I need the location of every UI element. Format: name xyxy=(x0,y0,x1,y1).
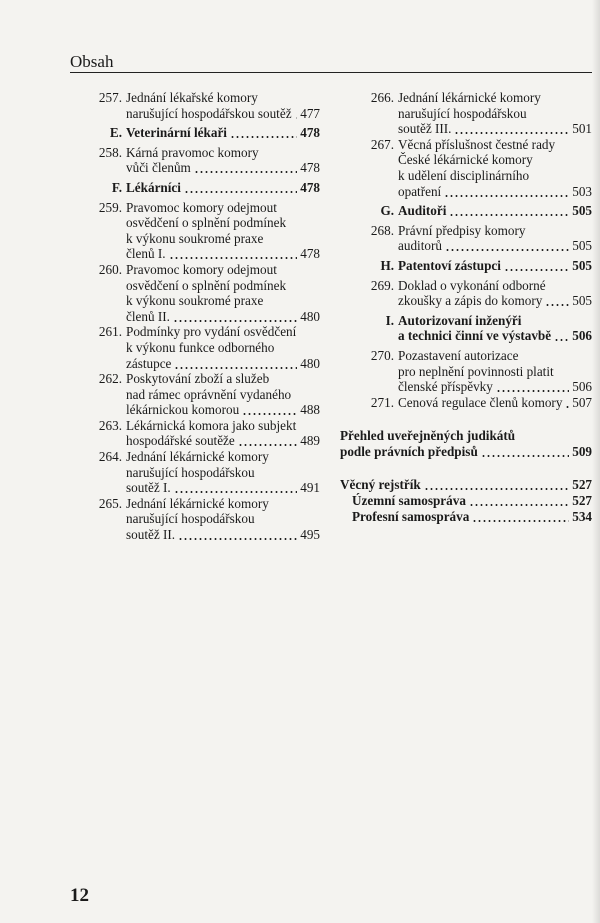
toc-entry-body xyxy=(126,324,320,371)
toc-entry xyxy=(68,418,320,449)
dot-leader xyxy=(496,379,569,395)
toc-entry-text: vůči členům xyxy=(126,160,191,176)
toc-overview-line: Přehled uveřejněných judikátů xyxy=(340,428,516,444)
toc-entry-number: I. xyxy=(385,312,394,328)
toc-entry-number: 270. xyxy=(370,347,394,363)
toc-entry-last-line xyxy=(398,293,592,309)
toc-entry-number: 260. xyxy=(98,261,122,277)
toc-page: 507 xyxy=(572,394,592,410)
toc-entry-text: pro neplnění povinnosti platit xyxy=(398,363,554,379)
toc-entry-text: Pravomoc komory odejmout xyxy=(126,261,277,277)
toc-index-sub xyxy=(340,493,592,509)
toc-entry-text: členské příspěvky xyxy=(398,379,493,395)
toc-entry-body xyxy=(398,90,592,137)
toc-entry xyxy=(68,496,320,543)
toc-entry-text: soutěž I. xyxy=(126,480,171,496)
toc-entry-last-line xyxy=(126,356,320,372)
toc-entry-text: a technici činní ve výstavbě xyxy=(398,328,552,344)
toc-entry xyxy=(68,371,320,418)
toc-entry-last-line xyxy=(398,328,592,344)
toc-entry-text: Doklad o vykonání odborné xyxy=(398,277,546,293)
dot-leader xyxy=(169,246,298,262)
toc-entry-text: hospodářské soutěže xyxy=(126,433,235,449)
toc-entry-body xyxy=(398,278,592,309)
toc-entry-text: Lékárnická komora jako subjekt xyxy=(126,417,297,433)
toc-page: 527 xyxy=(572,477,592,493)
toc-entry-number: 264. xyxy=(98,449,122,465)
dot-leader xyxy=(472,509,569,525)
toc-section-heading xyxy=(340,258,592,274)
toc-page: 506 xyxy=(572,379,592,395)
toc-entry-text: soutěž II. xyxy=(126,527,176,543)
dot-leader xyxy=(173,309,297,325)
toc-page: 505 xyxy=(572,257,592,273)
dot-leader xyxy=(481,444,569,460)
toc-right-column xyxy=(340,90,592,524)
toc-page: 503 xyxy=(572,183,592,199)
dot-leader xyxy=(545,293,569,309)
toc-section-heading xyxy=(340,203,592,219)
toc-entry-last-line xyxy=(126,106,320,122)
toc-entry xyxy=(68,90,320,121)
page-header: Obsah xyxy=(70,52,114,71)
toc-entry-text: Jednání lékárnické komory xyxy=(398,90,541,105)
page-number: 12 xyxy=(70,885,89,906)
toc-page: 505 xyxy=(572,238,592,254)
dot-leader xyxy=(565,395,569,411)
toc-overview-entry xyxy=(340,428,592,459)
toc-entry-text: Jednání lékárnické komory xyxy=(126,449,269,465)
toc-entry xyxy=(340,90,592,137)
toc-index-sub-label: Územní samospráva xyxy=(352,493,466,509)
toc-entry-text: narušující hospodářskou xyxy=(398,105,527,121)
toc-entry xyxy=(68,262,320,324)
toc-entry-last-line xyxy=(126,527,320,543)
toc-page: 506 xyxy=(572,328,592,344)
toc-entry-text: osvědčení o splnění podmínek xyxy=(126,277,287,293)
toc-entry xyxy=(68,200,320,262)
toc-index-line xyxy=(340,477,592,493)
toc-entry-body xyxy=(126,449,320,496)
toc-entry-text: členů II. xyxy=(126,308,170,324)
toc-entry-number: 266. xyxy=(370,90,394,105)
toc-entry-last-line xyxy=(398,203,592,219)
toc-entry-text: opatření xyxy=(398,183,442,199)
dot-leader xyxy=(444,184,569,200)
toc-page: 480 xyxy=(300,355,320,371)
toc-entry-text: Jednání lékárnické komory xyxy=(126,495,269,511)
toc-entry xyxy=(340,137,592,199)
toc-entry-text: k výkonu funkce odborného xyxy=(126,339,275,355)
dot-leader xyxy=(504,258,569,274)
toc-entry-body xyxy=(398,313,592,344)
toc-page: 488 xyxy=(300,402,320,418)
toc-overview-line: podle právních předpisů xyxy=(340,443,478,459)
toc-entry-body xyxy=(398,137,592,199)
toc-entry-body xyxy=(126,496,320,543)
toc-entry-last-line xyxy=(126,180,320,196)
toc-page: 527 xyxy=(572,493,592,509)
toc-entry-number: 257. xyxy=(98,90,122,105)
toc-entry-text: k výkonu soukromé praxe xyxy=(126,293,264,309)
toc-entry xyxy=(68,145,320,176)
toc-page: 534 xyxy=(572,508,592,524)
toc-overview-last xyxy=(340,444,592,460)
toc-entry-body xyxy=(398,258,592,274)
toc-entry-number: 258. xyxy=(98,144,122,160)
toc-entry-text: nad rámec oprávnění vydaného xyxy=(126,386,292,402)
dot-leader xyxy=(445,238,569,254)
toc-entry-text: Právní předpisy komory xyxy=(398,222,526,238)
dot-leader xyxy=(184,180,297,196)
toc-entry-text: Jednání lékařské komory xyxy=(126,90,258,105)
toc-entry-text: zkoušky a zápis do komory xyxy=(398,293,543,309)
toc-entry xyxy=(340,395,592,411)
dot-leader xyxy=(174,356,297,372)
dot-leader xyxy=(424,477,570,493)
dot-leader xyxy=(449,203,569,219)
toc-entry xyxy=(340,278,592,309)
toc-index-sub xyxy=(340,509,592,525)
toc-entry xyxy=(340,223,592,254)
toc-page: 478 xyxy=(300,179,320,195)
toc-entry-last-line xyxy=(126,480,320,496)
toc-entry-number: 267. xyxy=(370,136,394,152)
toc-entry-text: Patentoví zástupci xyxy=(398,257,501,273)
toc-entry-text: Pravomoc komory odejmout xyxy=(126,199,277,215)
dot-leader xyxy=(454,121,569,137)
dot-leader xyxy=(178,527,297,543)
toc-entry-text: k výkonu soukromé praxe xyxy=(126,230,264,246)
toc-entry-number: 261. xyxy=(98,324,122,340)
toc-entry-text: Veterinární lékaři xyxy=(126,125,227,141)
toc-entry-last-line xyxy=(398,395,592,411)
toc-entry-body xyxy=(126,262,320,324)
toc-entry-last-line xyxy=(126,309,320,325)
toc-entry-body xyxy=(126,418,320,449)
toc-page: 478 xyxy=(300,246,320,262)
dot-leader xyxy=(554,328,569,344)
toc-page: 505 xyxy=(572,203,592,219)
toc-entry-body xyxy=(126,371,320,418)
toc-page: 477 xyxy=(300,105,320,121)
toc-entry-text: osvědčení o splnění podmínek xyxy=(126,215,287,231)
toc-entry-number: 259. xyxy=(98,199,122,215)
toc-entry-number: F. xyxy=(111,179,122,195)
toc-entry-last-line xyxy=(398,121,592,137)
page-edge xyxy=(592,0,600,923)
toc-page: 505 xyxy=(572,293,592,309)
toc-page: 501 xyxy=(572,121,592,137)
toc-entry-text: Pozastavení autorizace xyxy=(398,347,519,363)
toc-entry-text: soutěž III. xyxy=(398,121,452,137)
toc-entry xyxy=(68,449,320,496)
toc-entry-text: Podmínky pro vydání osvědčení xyxy=(126,324,297,340)
toc-entry-text: narušující hospodářskou soutěž xyxy=(126,105,292,121)
toc-entry-last-line xyxy=(126,125,320,141)
toc-entry-last-line xyxy=(126,160,320,176)
dot-leader xyxy=(194,160,297,176)
toc-entry xyxy=(68,324,320,371)
toc-entry-last-line xyxy=(126,433,320,449)
toc-entry-text: lékárnickou komorou xyxy=(126,402,240,418)
toc-section-heading xyxy=(68,125,320,141)
toc-entry-number: H. xyxy=(380,257,394,273)
toc-index-sub-label: Profesní samospráva xyxy=(352,508,470,524)
toc-entry-number: 262. xyxy=(98,371,122,387)
toc-left-column xyxy=(68,90,320,543)
toc-entry-text: Auditoři xyxy=(398,203,447,219)
toc-entry xyxy=(340,348,592,395)
toc-page: 509 xyxy=(572,443,592,459)
toc-entry-text: Kárná pravomoc komory xyxy=(126,144,259,160)
toc-index-title: Věcný rejstřík xyxy=(340,477,421,493)
toc-entry-last-line xyxy=(398,184,592,200)
toc-page: 478 xyxy=(300,160,320,176)
toc-page: 489 xyxy=(300,433,320,449)
toc-entry-text: Cenová regulace členů komory xyxy=(398,394,563,410)
toc-entry-text: Poskytování zboží a služeb xyxy=(126,371,270,387)
dot-leader xyxy=(295,106,298,122)
toc-entry-last-line xyxy=(126,402,320,418)
toc-entry-body xyxy=(398,223,592,254)
toc-entry-number: 268. xyxy=(370,222,394,238)
toc-page: 480 xyxy=(300,308,320,324)
toc-entry-text: narušující hospodářskou xyxy=(126,464,255,480)
toc-entry-text: k udělení disciplinárního xyxy=(398,167,530,183)
dot-leader xyxy=(238,433,297,449)
toc-entry-last-line xyxy=(126,246,320,262)
toc-entry-text: narušující hospodářskou xyxy=(126,511,255,527)
toc-entry-text: Věcná příslušnost čestné rady xyxy=(398,136,556,152)
toc-page: 491 xyxy=(300,480,320,496)
dot-leader xyxy=(230,125,297,141)
toc-entry-number: 271. xyxy=(370,394,394,410)
dot-leader xyxy=(242,402,297,418)
dot-leader xyxy=(174,480,298,496)
toc-entry-number: 265. xyxy=(98,495,122,511)
toc-entry-body xyxy=(126,145,320,176)
toc-page: 495 xyxy=(300,527,320,543)
toc-entry-last-line xyxy=(398,379,592,395)
toc-entry-number: E. xyxy=(109,125,122,141)
toc-entry-number: 269. xyxy=(370,277,394,293)
toc-entry-body xyxy=(398,348,592,395)
toc-section-heading xyxy=(68,180,320,196)
toc-entry-body xyxy=(398,395,592,411)
toc-entry-last-line xyxy=(398,238,592,254)
toc-entry-body xyxy=(126,125,320,141)
toc-entry-number: G. xyxy=(380,203,394,219)
toc-entry-body xyxy=(126,180,320,196)
header-rule xyxy=(70,72,592,73)
toc-entry-body xyxy=(398,203,592,219)
toc-entry-text: auditorů xyxy=(398,238,442,254)
toc-entry-number: 263. xyxy=(98,417,122,433)
toc-entry-text: České lékárnické komory xyxy=(398,152,533,168)
toc-page: 478 xyxy=(300,125,320,141)
toc-entry-body xyxy=(126,90,320,121)
dot-leader xyxy=(469,493,569,509)
toc-entry-body xyxy=(126,200,320,262)
toc-entry-text: členů I. xyxy=(126,246,166,262)
toc-entry-text: zástupce xyxy=(126,355,172,371)
toc-entry-last-line xyxy=(398,258,592,274)
toc-entry-text: Autorizovaní inženýři xyxy=(398,312,522,328)
toc-index-entry xyxy=(340,477,592,524)
toc-section-heading xyxy=(340,313,592,344)
toc-entry-text: Lékárníci xyxy=(126,179,181,195)
